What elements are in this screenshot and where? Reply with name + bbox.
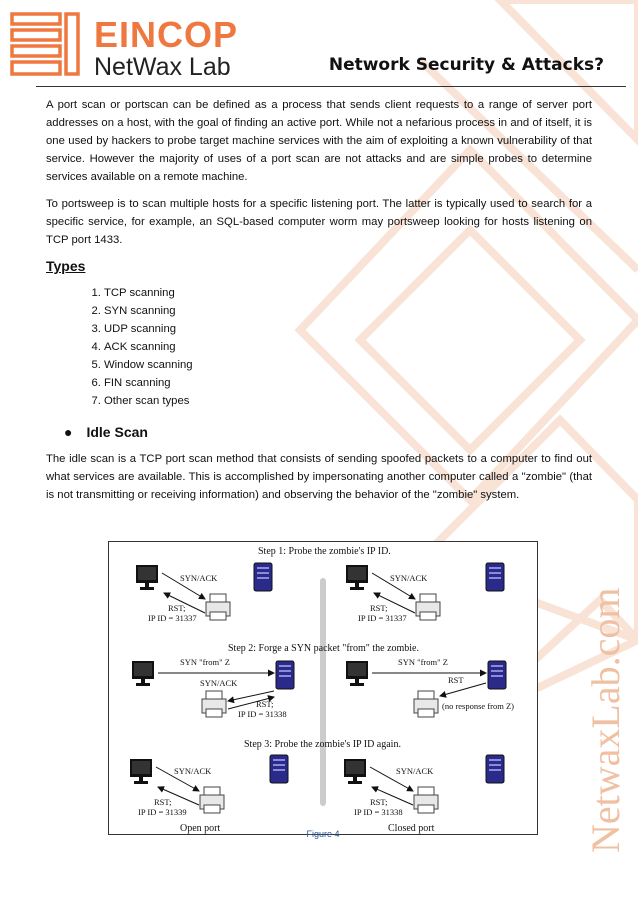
page-title: Network Security & Attacks? [328, 55, 604, 75]
target-server-icon [270, 755, 288, 783]
ipid-label: IP ID = 31338 [354, 807, 403, 817]
list-item: 1. TCP scanning [104, 284, 592, 302]
logo-text-bottom: NetWax Lab [94, 53, 231, 81]
list-item: 7. Other scan types [104, 392, 592, 410]
no-response-label: (no response from Z) [442, 701, 514, 711]
target-server-icon [486, 563, 504, 591]
ipid-label: IP ID = 31337 [148, 613, 197, 623]
list-item: 6. FIN scanning [104, 374, 592, 392]
paragraph-idle-scan: The idle scan is a TCP port scan method that consists of sending spoofed packets to a computer to find out what services are available. This is accomplished by impersonating another computer called a "zombie" (that is not transmitting or receiving information) and observing the behavior of the "zombie" system. [46, 453, 592, 501]
ipid-label: IP ID = 31339 [138, 807, 187, 817]
zombie-printer-icon [416, 594, 440, 620]
zombie-printer-icon [414, 787, 438, 813]
idle-scan-heading-text: Idle Scan [86, 424, 148, 440]
zombie-printer-icon [202, 691, 226, 717]
rst-label: RST; [168, 603, 186, 613]
ipid-label: IP ID = 31338 [238, 709, 287, 719]
rst-label: RST; [370, 603, 388, 613]
target-server-icon [254, 563, 272, 591]
rst-label: RST; [370, 797, 388, 807]
target-server-icon [486, 755, 504, 783]
paragraph-portsweep: To portsweep is to scan multiple hosts for a specific listening port. The latter is typically used to search for a specific service, for example, an SQL-based computer worm may portsweep looking for hosts listening on TCP port 1433. [46, 198, 592, 246]
target-server-icon [488, 661, 506, 689]
synack-label: SYN/ACK [200, 678, 238, 688]
idle-scan-heading [46, 424, 592, 440]
watermark-text: NetwaxLab.com [583, 587, 628, 853]
rst-label: RST [448, 675, 464, 685]
list-item: 5. Window scanning [104, 356, 592, 374]
logo-icon [10, 10, 88, 80]
target-server-icon [276, 661, 294, 689]
paragraph-port-scan: A port scan or portscan can be defined as a process that sends client requests to a range of server port addresses on a host, with the goal of finding an active port. While not a nefarious process in and of itself, it is one used by hackers to probe target machine services with the aim of exploiting a known vulnerability of that service. However the majority of uses of a port scan are not attacks and are simple probes to determine services available on a remote machine. [46, 99, 592, 183]
logo-text-top: EINCOP [94, 14, 239, 55]
step3-label: Step 3: Probe the zombie's IP ID again. [244, 739, 401, 750]
bullet-icon: ● [64, 424, 73, 440]
rst-label: RST; [154, 797, 172, 807]
list-item: 4. ACK scanning [104, 338, 592, 356]
closed-port-label: Closed port [388, 823, 435, 834]
figure-caption: Figure 4 [306, 829, 340, 839]
synack-label: SYN/ACK [180, 573, 218, 583]
rst-label: RST; [256, 699, 274, 709]
ipid-label: IP ID = 31337 [358, 613, 407, 623]
zombie-printer-icon [414, 691, 438, 717]
synack-label: SYN/ACK [396, 766, 434, 776]
header-divider [36, 86, 626, 87]
zombie-printer-icon [206, 594, 230, 620]
zombie-printer-icon [200, 787, 224, 813]
company-logo [10, 10, 260, 80]
watermark [577, 548, 629, 858]
main-content [46, 96, 592, 513]
syn-from-z-label: SYN "from" Z [398, 657, 448, 667]
synack-label: SYN/ACK [390, 573, 428, 583]
types-heading: Types [46, 258, 86, 274]
step2-label: Step 2: Forge a SYN packet "from" the zombie. [228, 643, 419, 654]
list-item: 3. UDP scanning [104, 320, 592, 338]
types-list [46, 284, 592, 410]
idle-scan-diagram [108, 541, 538, 835]
list-item: 2. SYN scanning [104, 302, 592, 320]
synack-label: SYN/ACK [174, 766, 212, 776]
open-port-label: Open port [180, 823, 221, 834]
step1-label: Step 1: Probe the zombie's IP ID. [258, 546, 391, 557]
syn-from-z-label: SYN "from" Z [180, 657, 230, 667]
